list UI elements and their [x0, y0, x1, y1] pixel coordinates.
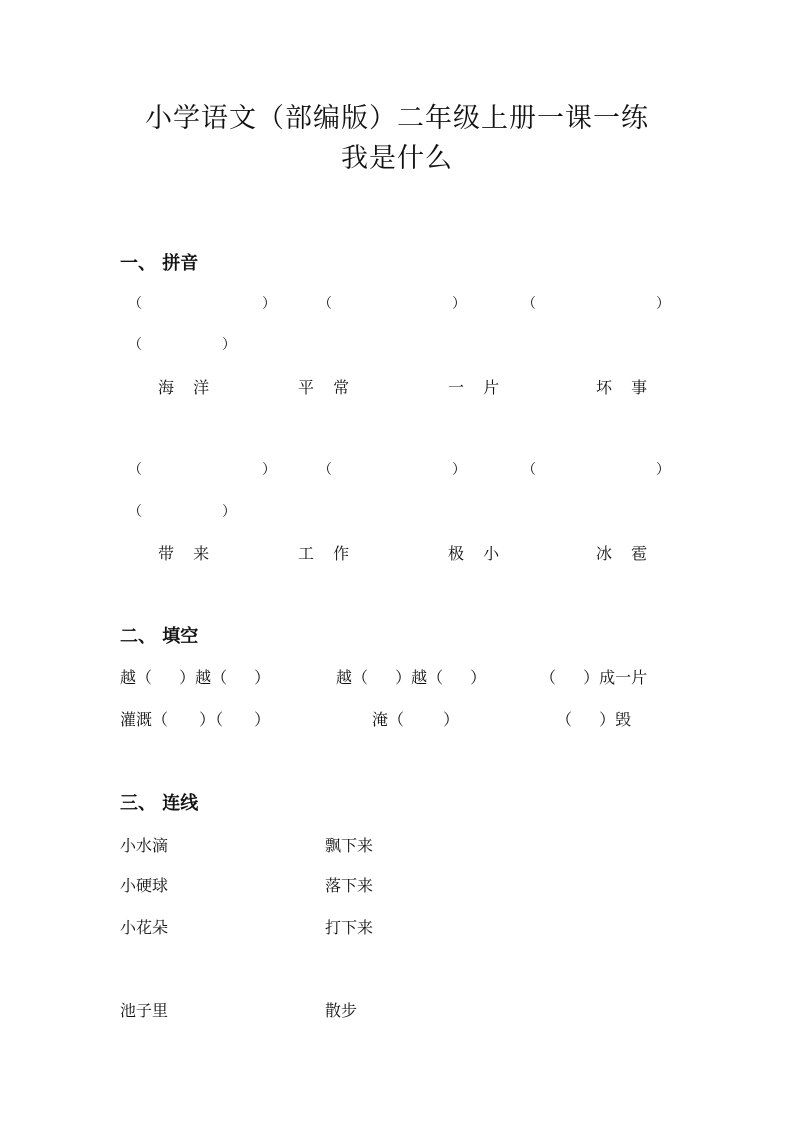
match-left-item: 小硬球: [120, 876, 169, 895]
match-right-item: 打下来: [325, 918, 374, 937]
page-title: 小学语文（部编版）二年级上册一课一练: [145, 103, 649, 134]
pinyin-word: 工 作: [298, 544, 350, 563]
blank-close: ）: [262, 462, 276, 478]
section-heading-fill-blank: 二、 填空: [120, 626, 199, 647]
fill-blank-item: 灌溉（ ）（ ）: [120, 710, 271, 729]
match-left-item: 小花朵: [120, 918, 169, 937]
blank-close: ）: [656, 462, 670, 478]
fill-blank-item: 越（ ）越（ ）: [336, 668, 487, 687]
blank-open: （: [128, 462, 142, 478]
match-right-item: 散步: [325, 1001, 358, 1020]
match-right-item: 落下来: [325, 876, 374, 895]
section-heading-matching: 三、 连线: [120, 793, 199, 814]
blank-open: （: [318, 296, 332, 312]
fill-blank-item: 淹（ ）: [372, 710, 460, 729]
blank-open: （: [522, 296, 536, 312]
match-right-item: 飘下来: [325, 836, 374, 855]
blank-open: （: [522, 462, 536, 478]
pinyin-word: 极 小: [448, 544, 500, 563]
blank-close: ）: [452, 462, 466, 478]
pinyin-word: 平 常: [298, 378, 350, 397]
blank-close: ）: [222, 337, 236, 353]
fill-blank-item: （ ）成一片: [540, 668, 648, 687]
section-heading-pinyin: 一、 拼音: [120, 253, 199, 274]
fill-blank-item: （ ）毁: [556, 710, 632, 729]
pinyin-word: 冰 雹: [596, 544, 648, 563]
blank-open: （: [128, 337, 142, 353]
blank-close: ）: [262, 296, 276, 312]
blank-close: ）: [656, 296, 670, 312]
match-left-item: 小水滴: [120, 836, 169, 855]
blank-open: （: [318, 462, 332, 478]
pinyin-word: 坏 事: [596, 378, 648, 397]
pinyin-word: 一 片: [448, 378, 500, 397]
blank-close: ）: [452, 296, 466, 312]
pinyin-word: 海 洋: [158, 378, 210, 397]
page-subtitle: 我是什么: [341, 143, 453, 174]
fill-blank-item: 越（ ）越（ ）: [120, 668, 271, 687]
blank-open: （: [128, 504, 142, 520]
blank-open: （: [128, 296, 142, 312]
match-left-item: 池子里: [120, 1001, 169, 1020]
blank-close: ）: [222, 504, 236, 520]
pinyin-word: 带 来: [158, 544, 210, 563]
